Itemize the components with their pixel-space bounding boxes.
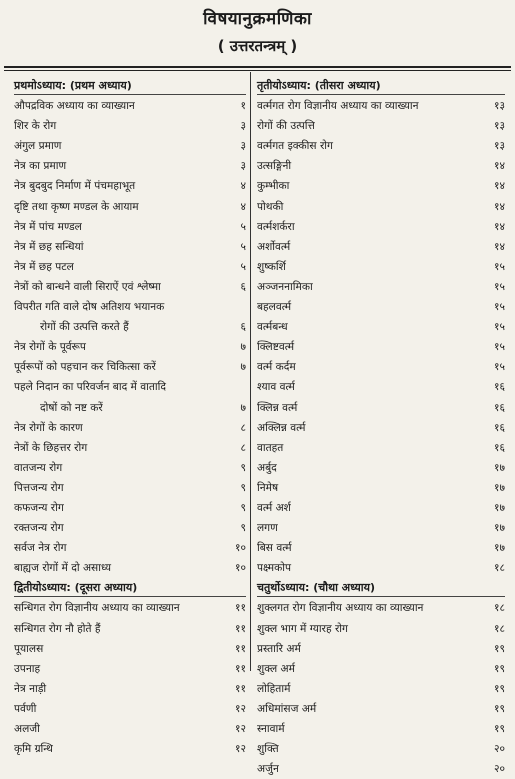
toc-entry (14, 116, 246, 136)
toc-right-column (257, 76, 505, 779)
toc-entry (257, 317, 505, 337)
toc-entry-page: ११ (234, 642, 246, 655)
toc-entry-title: पित्तजन्य रोग (14, 481, 64, 494)
toc-entry-page: १६ (493, 441, 505, 454)
chapter-underline (14, 596, 246, 597)
toc-entry-page: १३ (493, 100, 505, 113)
toc-entry-page: ११ (234, 682, 246, 695)
toc-entry (14, 277, 246, 297)
toc-entry (257, 116, 505, 136)
toc-entry-title: श्याव वर्त्म (257, 381, 295, 394)
toc-entry-title: लगण (257, 522, 278, 535)
toc-entry-title: वर्त्मशर्करा (257, 220, 295, 233)
toc-entry (257, 518, 505, 538)
toc-entry-page: ४ (240, 200, 246, 213)
toc-entry-title: बाह्यज रोगों में दो असाध्य (14, 562, 112, 575)
toc-entry (14, 478, 246, 498)
toc-entry-page: ३ (240, 160, 246, 173)
toc-entry (14, 96, 246, 116)
toc-entry-page: ८ (240, 441, 246, 454)
toc-entry (14, 176, 246, 196)
toc-entry-title: उपनाह (14, 662, 41, 675)
toc-entry-title: वर्त्मगत इक्कीस रोग (257, 140, 333, 153)
toc-entry-title: रोगों की उत्पत्ति करते हैं (40, 321, 129, 334)
toc-entry-title: चतुर्थोऽध्याय: (चौथा अध्याय) (257, 581, 375, 595)
toc-entry-title: क्लिष्टवर्त्म (257, 341, 295, 354)
toc-entry-title: नेत्र में छह सन्धियां (14, 240, 84, 253)
toc-entry-page: ३ (240, 140, 246, 153)
toc-entry (257, 418, 505, 438)
toc-entry (257, 377, 505, 397)
toc-entry-title: शुक्ति (257, 743, 279, 756)
toc-entry-title: अंगुल प्रमाण (14, 140, 62, 153)
toc-entry (257, 297, 505, 317)
toc-entry-title: वातजन्य रोग (14, 461, 63, 474)
toc-entry-page: १५ (493, 280, 505, 293)
toc-entry-title: वर्त्मगत रोग विज्ञानीय अध्याय का व्याख्यान (257, 100, 419, 113)
toc-entry-page: १७ (493, 542, 505, 555)
toc-entry-title: प्रस्तारि अर्म (257, 642, 301, 655)
toc-entry-page: २० (493, 763, 505, 776)
toc-entry-page: १० (234, 542, 246, 555)
toc-entry-title: नेत्र नाड़ी (14, 682, 47, 695)
toc-entry (14, 418, 246, 438)
toc-entry (257, 398, 505, 418)
toc-entry-title: शुक्ल अर्म (257, 662, 295, 675)
toc-entry-title: निमेष (257, 481, 279, 494)
toc-entry-page: १९ (493, 702, 505, 715)
toc-entry (257, 659, 505, 679)
toc-entry-page: १८ (493, 562, 505, 575)
toc-entry-title: नेत्र रोगों के पूर्वरूप (14, 341, 86, 354)
toc-entry (257, 458, 505, 478)
toc-entry-title: बहलवर्त्म (257, 301, 292, 314)
toc-entry (257, 538, 505, 558)
toc-entry (14, 237, 246, 257)
toc-entry (14, 317, 246, 337)
toc-entry-page: १९ (493, 723, 505, 735)
toc-entry-title: शुक्लगत रोग विज्ञानीय अध्याय का व्याख्यान (257, 602, 424, 615)
toc-entry-page: १३ (493, 140, 505, 153)
toc-entry (14, 558, 246, 578)
toc-entry-page: १८ (493, 602, 505, 615)
toc-entry-title: अर्बुद (257, 461, 277, 474)
toc-entry-title: पोथकी (257, 200, 284, 213)
toc-left-column (14, 76, 246, 759)
toc-entry-title: पहले निदान का परिवर्जन बाद में वातादि (14, 381, 167, 394)
toc-entry (257, 237, 505, 257)
toc-entry-page: १४ (493, 240, 505, 253)
toc-entry-page: ८ (240, 421, 246, 434)
toc-entry-page: १७ (493, 481, 505, 494)
toc-entry (14, 197, 246, 217)
toc-entry-title: दृष्टि तथा कृष्ण मण्डल के आयाम (14, 200, 139, 213)
toc-entry (14, 598, 246, 618)
toc-entry-page: १५ (493, 361, 505, 374)
toc-entry-title: नेत्र बुदबुद निर्माण में पंचमहाभूत (14, 180, 136, 193)
toc-entry (14, 498, 246, 518)
toc-entry (257, 217, 505, 237)
toc-entry-title: बिस वर्त्म (257, 542, 292, 555)
toc-entry-page: ९ (240, 501, 246, 514)
column-divider (250, 72, 251, 671)
toc-entry (257, 257, 505, 277)
toc-entry-page: ११ (234, 622, 246, 635)
toc-entry-page: ५ (240, 240, 246, 253)
toc-entry (14, 398, 246, 418)
toc-entry-page: १२ (234, 743, 246, 756)
toc-entry-page: ५ (240, 260, 246, 273)
toc-entry (257, 558, 505, 578)
toc-entry (257, 156, 505, 176)
toc-entry-title: पर्वणी (14, 702, 37, 715)
toc-entry-title: वर्त्मबन्ध (257, 321, 288, 334)
toc-entry (257, 498, 505, 518)
toc-entry-title: विपरीत गति वाले दोष अतिशय भयानक (14, 301, 165, 314)
toc-entry-page: १६ (493, 401, 505, 414)
toc-entry-title: पूर्वरूपों को पहचान कर चिकित्सा करें (14, 361, 156, 374)
toc-entry-page: ९ (240, 461, 246, 474)
toc-entry (257, 699, 505, 719)
toc-entry-title: क्लिन्न वर्त्म (257, 401, 298, 414)
toc-entry-title: अक्लिन्न वर्त्म (257, 421, 306, 434)
toc-entry (257, 478, 505, 498)
toc-entry-title: पूयालस (14, 642, 44, 655)
toc-entry-page: १९ (493, 642, 505, 655)
toc-entry-page: १९ (493, 662, 505, 675)
toc-entry-page: ७ (240, 341, 246, 354)
toc-entry-page: १४ (493, 180, 505, 193)
toc-entry (14, 257, 246, 277)
toc-entry (257, 357, 505, 377)
toc-chapter-heading (257, 76, 505, 96)
toc-entry-page: १६ (493, 421, 505, 434)
toc-entry-page: १२ (234, 723, 246, 735)
toc-entry (14, 518, 246, 538)
toc-entry-page: १३ (493, 120, 505, 133)
toc-entry-page: ११ (234, 662, 246, 675)
toc-entry-title: कुम्भीका (257, 180, 290, 193)
toc-entry-page: ६ (240, 321, 246, 334)
toc-entry (14, 337, 246, 357)
toc-entry-page: ४ (240, 180, 246, 193)
toc-entry (14, 619, 246, 639)
toc-entry (14, 538, 246, 558)
toc-entry-title: अञ्जननामिका (257, 280, 313, 293)
toc-entry (257, 277, 505, 297)
toc-entry-title: तृतीयोऽध्याय: (तीसरा अध्याय) (257, 79, 381, 92)
toc-entry-title: अर्जुन (257, 763, 279, 776)
toc-entry-page: ३ (240, 120, 246, 133)
toc-entry-page: १० (234, 562, 246, 575)
toc-entry-title: रोगों की उत्पत्ति (257, 120, 315, 133)
toc-entry-title: नेत्र रोगों के कारण (14, 421, 83, 434)
toc-entry-title: नेत्र में पांच मण्डल (14, 220, 82, 233)
toc-entry-page: १ (240, 100, 246, 113)
toc-entry-page: १५ (493, 321, 505, 334)
toc-entry (257, 136, 505, 156)
toc-entry-title: दोषों को नष्ट करें (40, 401, 103, 414)
toc-chapter-heading (257, 578, 505, 598)
toc-entry (14, 297, 246, 317)
toc-entry-page: ९ (240, 481, 246, 494)
toc-entry-page: २० (493, 743, 505, 756)
toc-entry-title: सन्धिगत रोग विज्ञानीय अध्याय का व्याख्यान (14, 602, 180, 615)
toc-entry-page: ७ (240, 361, 246, 374)
toc-entry (14, 739, 246, 759)
toc-entry (14, 659, 246, 679)
toc-entry-title: कफजन्य रोग (14, 501, 64, 514)
toc-entry (14, 156, 246, 176)
toc-entry (257, 197, 505, 217)
chapter-underline (257, 596, 505, 597)
toc-entry-title: द्वितीयोऽध्याय: (दूसरा अध्याय) (14, 581, 138, 595)
toc-entry-title: रक्तजन्य रोग (14, 522, 64, 535)
toc-entry (14, 438, 246, 458)
toc-entry (14, 719, 246, 739)
toc-entry (14, 679, 246, 699)
toc-entry-page: १७ (493, 501, 505, 514)
toc-entry (257, 598, 505, 618)
toc-entry-page: १५ (493, 260, 505, 273)
toc-entry (14, 639, 246, 659)
toc-entry (257, 438, 505, 458)
toc-entry (257, 719, 505, 739)
toc-entry (257, 639, 505, 659)
toc-entry (257, 337, 505, 357)
toc-entry-title: अधिमांसज अर्म (257, 702, 317, 715)
toc-entry (14, 458, 246, 478)
toc-entry-title: औपद्रविक अध्याय का व्याख्यान (14, 100, 135, 113)
toc-entry-title: सर्वज नेत्र रोग (14, 542, 67, 555)
toc-entry-title: सन्धिगत रोग नौ होते हैं (14, 622, 101, 635)
toc-entry-page: १७ (493, 522, 505, 535)
toc-entry (14, 377, 246, 397)
chapter-underline (257, 94, 505, 95)
toc-chapter-heading (14, 76, 246, 96)
toc-entry (14, 217, 246, 237)
toc-entry (14, 699, 246, 719)
page-subtitle: ( उत्तरतन्त्रम् ) (217, 37, 298, 55)
toc-entry-title: प्रथमोऽध्याय: (प्रथम अध्याय) (14, 79, 132, 92)
toc-entry-title: वातहत (257, 441, 284, 454)
toc-entry-title: नेत्र का प्रमाण (14, 160, 67, 173)
toc-entry-title: शुष्कर्शि (257, 260, 286, 273)
toc-entry (257, 679, 505, 699)
toc-entry (257, 176, 505, 196)
toc-entry (257, 619, 505, 639)
toc-entry-page: ११ (234, 602, 246, 615)
toc-entry-title: वर्त्म अर्श (257, 501, 291, 514)
toc-entry-page: १६ (493, 381, 505, 394)
page-title: विषयानुक्रमणिका (203, 9, 312, 29)
toc-entry-page: ५ (240, 220, 246, 233)
header-divider-thin (4, 70, 511, 71)
toc-entry-page: १२ (234, 702, 246, 715)
toc-entry-page: ७ (240, 401, 246, 414)
toc-entry-title: लोहितार्म (257, 682, 291, 695)
toc-entry-title: अलजी (14, 723, 40, 735)
toc-entry (257, 759, 505, 779)
toc-entry-page: १४ (493, 200, 505, 213)
toc-entry (257, 739, 505, 759)
chapter-underline (14, 94, 246, 95)
toc-entry (14, 136, 246, 156)
toc-entry-title: वर्त्म कर्दम (257, 361, 296, 374)
toc-entry-page: ९ (240, 522, 246, 535)
toc-entry-title: कृमि ग्रन्थि (14, 743, 53, 756)
toc-entry-page: १४ (493, 220, 505, 233)
toc-entry-page: १५ (493, 341, 505, 354)
toc-entry-title: नेत्र में छह पटल (14, 260, 74, 273)
toc-entry-page: १७ (493, 461, 505, 474)
toc-entry-title: शिर के रोग (14, 120, 57, 133)
toc-entry-title: पक्ष्मकोप (257, 562, 291, 575)
toc-entry-title: अर्शोवर्त्म (257, 240, 291, 253)
toc-entry-page: १८ (493, 622, 505, 635)
toc-entry-title: उत्सङ्गिनी (257, 160, 292, 173)
toc-entry-title: नेत्रों के छिहत्तर रोग (14, 441, 88, 454)
toc-entry-page: १५ (493, 301, 505, 314)
toc-entry (257, 96, 505, 116)
toc-entry-page: १९ (493, 682, 505, 695)
toc-chapter-heading (14, 578, 246, 598)
toc-entry-page: १४ (493, 160, 505, 173)
toc-entry-title: नेत्रों को बान्धने वाली सिराऐं एवं श्लेष्मा (14, 280, 161, 293)
toc-entry-title: शुक्ल भाग में ग्यारह रोग (257, 622, 348, 635)
toc-entry-page: ६ (240, 280, 246, 293)
header-divider (4, 66, 511, 68)
toc-entry (14, 357, 246, 377)
toc-entry-title: स्नावार्म (257, 723, 285, 735)
